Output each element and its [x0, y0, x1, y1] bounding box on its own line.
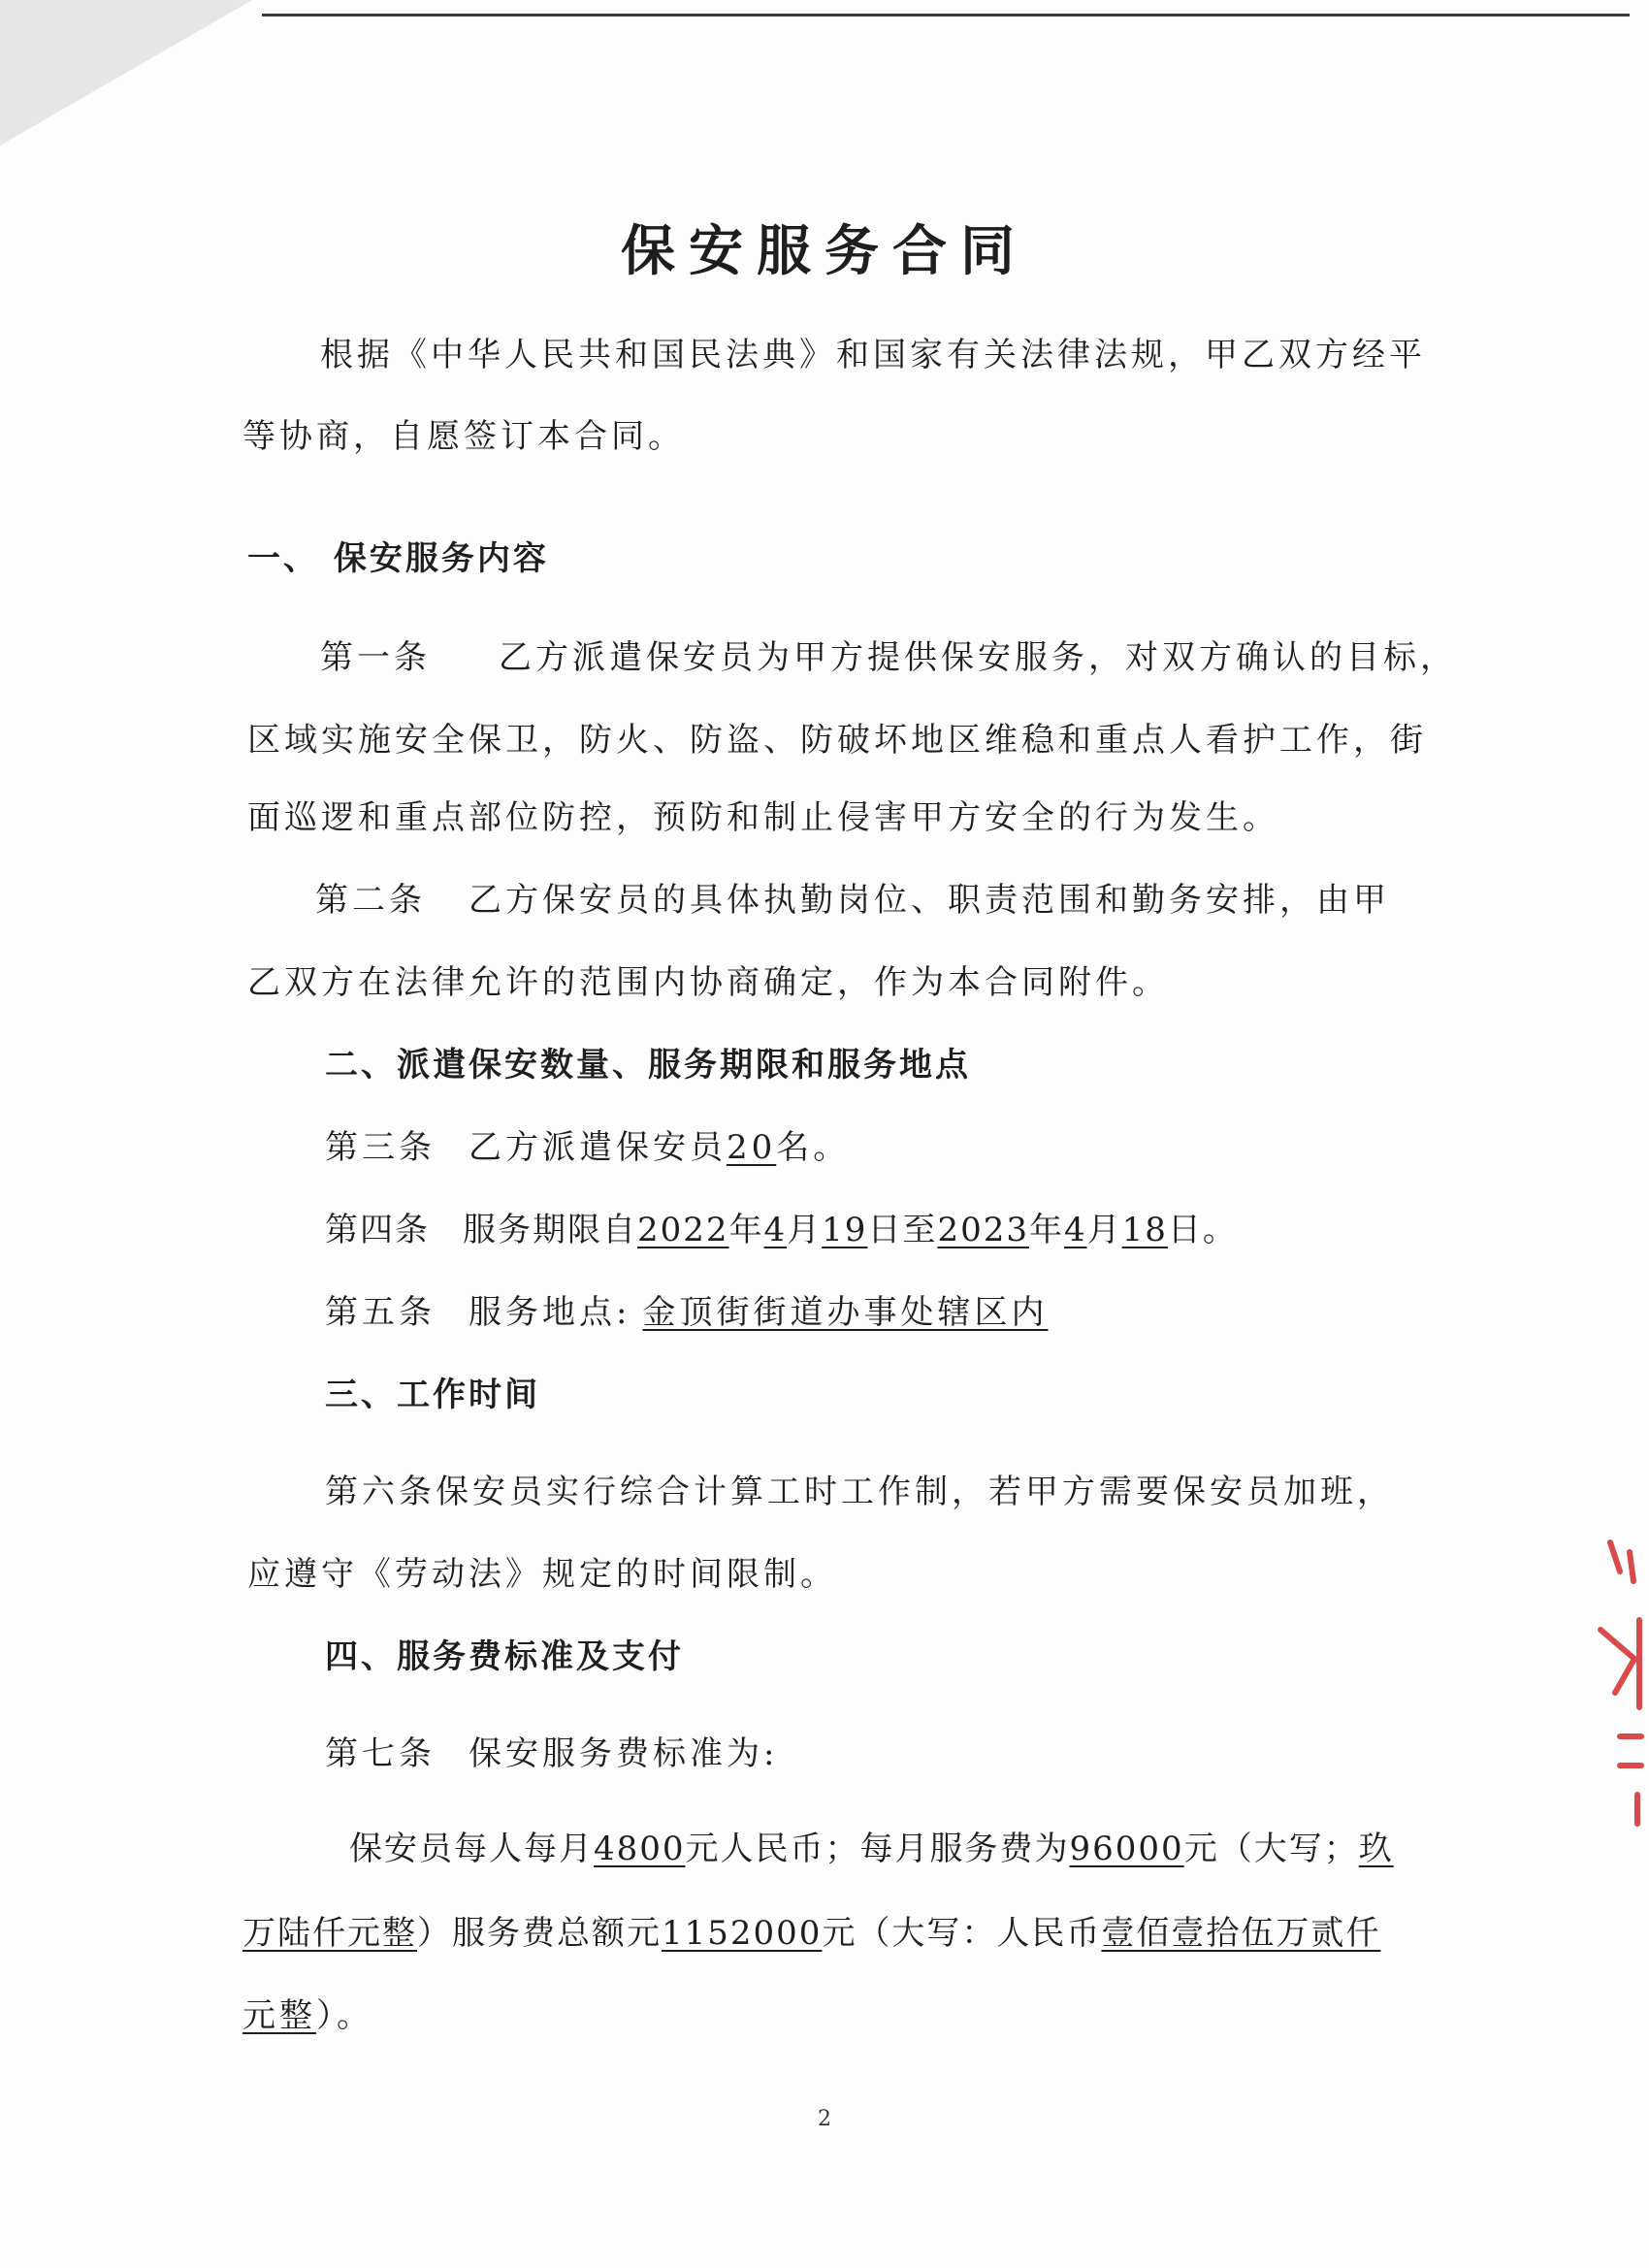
date-separator: 日至: [867, 1211, 938, 1249]
preamble-line-2: 等协商，自愿签订本合同。: [242, 417, 685, 456]
preamble-line-1: 根据《中华人民共和国民法典》和国家有关法律法规，甲乙双方经平: [320, 336, 1426, 374]
article-6-line-2: 应遵守《劳动法》规定的时间限制。: [247, 1555, 837, 1594]
article-4-suffix: 日。: [1167, 1211, 1238, 1249]
article-5-label: 第五条: [325, 1293, 436, 1332]
fee-monthly-caps-a: 玖: [1358, 1830, 1394, 1868]
year-char-2: 年: [1028, 1211, 1064, 1249]
article-5: [325, 1285, 1048, 1333]
fee-monthly-caps-label: 元（大写；: [1183, 1830, 1359, 1868]
article-1-line-3: 面巡逻和重点部位防控，预防和制止侵害甲方安全的行为发生。: [247, 798, 1279, 837]
end-day: 18: [1121, 1211, 1168, 1249]
partial-red-seal-icon: [1591, 1513, 1649, 1843]
top-border-line: [262, 14, 1630, 16]
section-3-heading: 三、工作时间: [325, 1376, 540, 1414]
article-1-label: 第一条: [320, 638, 431, 677]
fee-total: 1152000: [662, 1914, 823, 1953]
article-5-text: 服务地点:: [469, 1293, 631, 1332]
fee-line-2: [242, 1906, 1380, 1954]
section-1-heading: 一、 保安服务内容: [247, 539, 549, 578]
fee-total-caps-label: 元（大写：人民币: [822, 1914, 1102, 1953]
fee-total-caps-b: 元整: [242, 1996, 316, 2035]
article-7: [325, 1727, 778, 1774]
month-char-2: 月: [1086, 1211, 1122, 1249]
article-4: [325, 1203, 1238, 1250]
article-6-line-1: 第六条保安员实行综合计算工时工作制，若甲方需要保安员加班，: [325, 1473, 1394, 1511]
fee-monthly-caps-b: 万陆仟元整: [242, 1914, 417, 1953]
article-1-line-1: [320, 631, 1457, 678]
page-number: 2: [818, 2107, 831, 2131]
start-day: 19: [822, 1211, 868, 1249]
service-location: 金顶街街道办事处辖区内: [642, 1293, 1049, 1332]
article-2-label: 第二条: [315, 881, 426, 920]
end-year: 2023: [937, 1211, 1029, 1249]
start-month: 4: [763, 1211, 788, 1249]
article-4-label: 第四条: [325, 1211, 430, 1249]
fee-total-caps-a: 壹佰壹拾伍万贰仟: [1101, 1914, 1381, 1953]
article-3-label: 第三条: [325, 1128, 436, 1167]
fee-per-person: 4800: [594, 1830, 686, 1868]
section-4-heading: 四、服务费标准及支付: [325, 1637, 684, 1676]
article-1-text: 乙方派遣保安员为甲方提供保安服务，对双方确认的目标，: [499, 638, 1457, 677]
document-title: 保安服务合同: [621, 219, 1028, 283]
fee-line-1: [349, 1822, 1394, 1869]
month-char-1: 月: [787, 1211, 823, 1249]
fee-end: ）。: [316, 1996, 373, 2035]
article-1-line-2: 区域实施安全保卫，防火、防盗、防破坏地区维稳和重点人看护工作，街: [247, 721, 1427, 760]
folded-corner: [0, 0, 252, 146]
article-3-text: 乙方派遣保安员: [469, 1128, 727, 1167]
article-3: [325, 1120, 850, 1168]
article-7-text: 保安服务费标准为:: [469, 1734, 779, 1773]
guard-count: 20: [727, 1128, 777, 1167]
end-month: 4: [1063, 1211, 1087, 1249]
article-7-label: 第七条: [325, 1734, 436, 1773]
article-4-text: 服务期限自: [463, 1211, 637, 1249]
fee-per-person-label: 保安员每人每月: [349, 1830, 594, 1868]
article-3-suffix: 名。: [776, 1128, 851, 1167]
section-2-heading: 二、派遣保安数量、服务期限和服务地点: [325, 1046, 971, 1085]
start-year: 2022: [637, 1211, 729, 1249]
fee-line-3: [242, 1989, 373, 2036]
year-char-1: 年: [728, 1211, 764, 1249]
fee-total-label: ）服务费总额元: [417, 1914, 662, 1953]
article-2-text: 乙方保安员的具体执勤岗位、职责范围和勤务安排，由甲: [469, 881, 1390, 920]
article-2-line-2: 乙双方在法律允许的范围内协商确定，作为本合同附件。: [247, 963, 1169, 1002]
fee-monthly: 96000: [1069, 1830, 1184, 1868]
article-2-line-1: [315, 873, 1390, 921]
fee-monthly-label: 元人民币；每月服务费为: [685, 1830, 1070, 1868]
